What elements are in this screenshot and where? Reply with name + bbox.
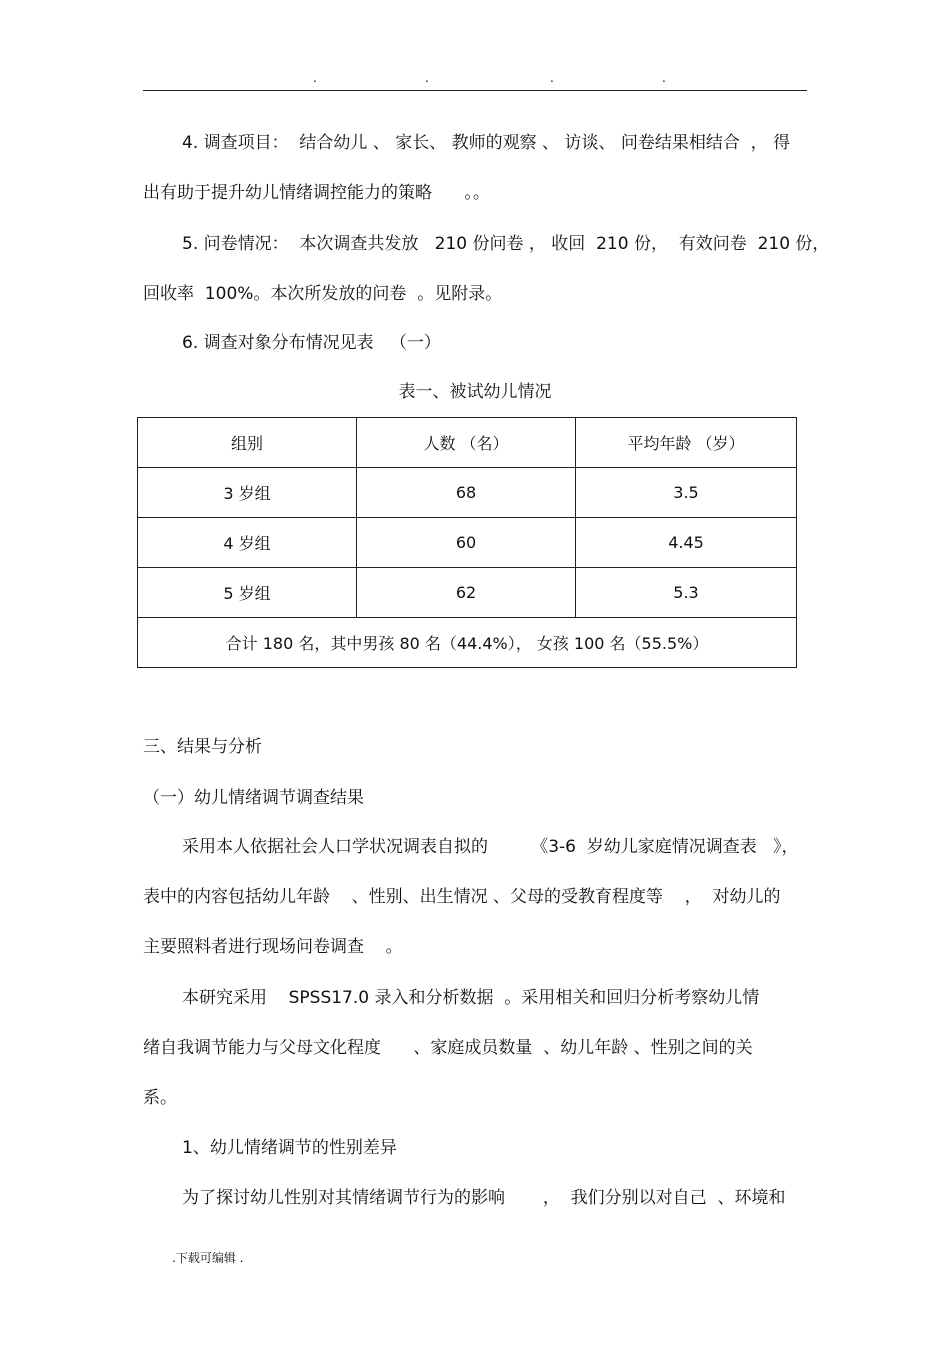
section-paragraph-2-line-3: 系。	[143, 1088, 177, 1108]
table-cell: 5.3	[576, 568, 797, 618]
section-paragraph-1-line-1: 采用本人依据社会人口学状况调表自拟的 《3-6 岁幼儿家庭情况调查表 》，	[182, 837, 799, 857]
paragraph-4-line-1: 4. 调查项目： 结合幼儿 、 家长、 教师的观察 、 访谈、 问卷结果相结合 ， 得	[182, 133, 791, 153]
paragraph-6-line-1: 6. 调查对象分布情况见表 （一）	[182, 333, 441, 353]
table-total-row	[138, 618, 797, 668]
table-cell: 3.5	[576, 468, 797, 518]
table-total-cell: 合计 180 名，其中男孩 80 名（44.4%）， 女孩 100 名（55.5%）	[138, 618, 797, 668]
subjects-table	[137, 417, 797, 668]
table-row	[138, 518, 797, 568]
section-paragraph-1-line-3: 主要照料者进行现场问卷调查 。	[143, 937, 403, 957]
section-heading: 三、结果与分析	[143, 737, 262, 757]
table-cell: 3 岁组	[138, 468, 357, 518]
page-header	[0, 70, 950, 86]
table-cell: 60	[357, 518, 576, 568]
table-header-cell: 平均年龄 （岁）	[576, 418, 797, 468]
section-subheading: （一）幼儿情绪调节调查结果	[143, 788, 364, 808]
header-dot: .	[662, 71, 666, 85]
table-cell: 62	[357, 568, 576, 618]
header-dot: .	[313, 71, 317, 85]
table-cell: 4.45	[576, 518, 797, 568]
section-paragraph-2-line-2: 绪自我调节能力与父母文化程度 、家庭成员数量 、幼儿年龄 、性别之间的关	[143, 1038, 753, 1058]
table-caption: 表一、被试幼儿情况	[398, 382, 552, 402]
paragraph-5-line-1: 5. 问卷情况： 本次调查共发放 210 份问卷 ， 收回 210 份， 有效问卷 210 份，	[182, 234, 830, 254]
paragraph-5-line-2: 回收率 100%。本次所发放的问卷 。见附录。	[143, 284, 503, 304]
table-header-cell: 人数 （名）	[357, 418, 576, 468]
section-paragraph-3-line-1: 为了探讨幼儿性别对其情绪调节行为的影响 ， 我们分别以对自己 、环境和	[182, 1188, 786, 1208]
table-cell: 68	[357, 468, 576, 518]
header-dot: .	[425, 71, 429, 85]
table-header-row	[138, 418, 797, 468]
header-dot: .	[550, 71, 554, 85]
page-footer: .下载可编辑 .	[172, 1251, 244, 1265]
paragraph-4-line-2: 出有助于提升幼儿情绪调控能力的策略 。。	[143, 183, 490, 203]
table-row	[138, 568, 797, 618]
subsection-heading-1: 1、幼儿情绪调节的性别差异	[182, 1138, 397, 1158]
header-rule	[143, 90, 807, 91]
table-row	[138, 468, 797, 518]
table-header-cell: 组别	[138, 418, 357, 468]
table-cell: 4 岁组	[138, 518, 357, 568]
section-paragraph-1-line-2: 表中的内容包括幼儿年龄 、性别、出生情况 、父母的受教育程度等 ， 对幼儿的	[143, 887, 781, 907]
section-paragraph-2-line-1: 本研究采用 SPSS17.0 录入和分析数据 。采用相关和回归分析考察幼儿情	[182, 988, 760, 1008]
table-cell: 5 岁组	[138, 568, 357, 618]
